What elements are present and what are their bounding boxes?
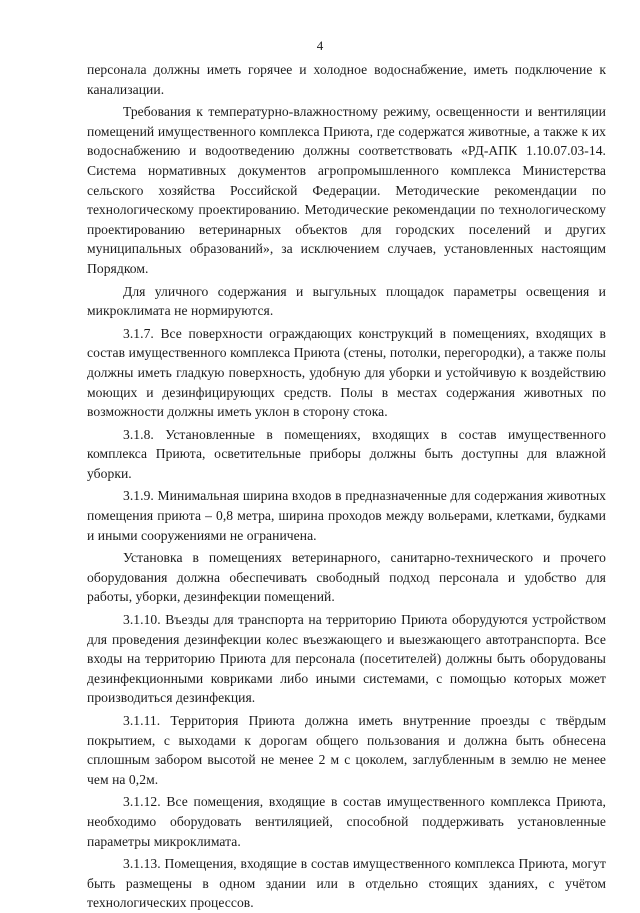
paragraph-3-1-12: 3.1.12. Все помещения, входящие в состав имущественного комплекса Приюта, необходимо оборудовать вентиляцией, способной поддерживать установленные параметры микроклимата.	[87, 794, 606, 849]
paragraph-3-1-9: 3.1.9. Минимальная ширина входов в предназначенные для содержания животных помещения приюта – 0,8 метра, ширина проходов между вольерами, клетками, будками и иными сооружениями не ограничена.	[87, 488, 606, 543]
paragraph-continuation: персонала должны иметь горячее и холодное водоснабжение, иметь подключение к канализации.	[87, 62, 606, 97]
paragraph-3-1-13: 3.1.13. Помещения, входящие в состав имущественного комплекса Приюта, могут быть размещены в одном здании или в отдельно стоящих зданиях, с учётом технологических процессов.	[87, 856, 606, 911]
paragraph-3-1-10: 3.1.10. Въезды для транспорта на территорию Приюта оборудуются устройством для проведения дезинфекции колес въезжающего и выезжающего автотранспорта. Все входы на территорию Приюта для персонала (посетителей) должны быть оборудованы дезинфекционными ковриками либо иными системами, с помощью которых может производиться дезинфекция.	[87, 612, 606, 706]
document-body	[87, 60, 606, 913]
paragraph-3-1-8: 3.1.8. Установленные в помещениях, входящих в состав имущественного комплекса Приюта, осветительные приборы должны быть доступны для влажной уборки.	[87, 426, 606, 481]
paragraph-microclimate-requirements: Требования к температурно-влажностному режиму, освещенности и вентиляции помещений имущественного комплекса Приюта, где содержатся животные, а также к их водоснабжению и водоотведению должны соответствовать «РД-АПК 1.10.07.03-14. Система нормативных документов агропромышленного комплекса Министерства сельского хозяйства Российской Федерации. Методические рекомендации по технологическому проектированию. Методические рекомендации по технологическому проектированию ветеринарных объектов для городских поселений и других муниципальных образований», за исключением случаев, установленных настоящим Порядком.	[87, 104, 606, 276]
paragraph-3-1-11: 3.1.11. Территория Приюта должна иметь внутренние проезды с твёрдым покрытием, с выходами к дорогам общего пользования и должна быть обнесена сплошным забором высотой не менее 2 м с цоколем, заглубленным в землю не менее чем на 0,2м.	[87, 713, 606, 787]
paragraph-3-1-7: 3.1.7. Все поверхности ограждающих конструкций в помещениях, входящих в состав имущественного комплекса Приюта (стены, потолки, перегородки), а также полы должны иметь гладкую поверхность, удобную для уборки и устойчивую к воздействию моющих и дезинфицирующих средств. Полы в местах содержания животных по возможности должны иметь уклон в сторону стока.	[87, 325, 606, 420]
page-number: 4	[316, 38, 324, 53]
paragraph-outdoor-keeping: Для уличного содержания и выгульных площадок параметры освещения и микроклимата не нормируются.	[87, 283, 606, 319]
paragraph-equipment-installation: Установка в помещениях ветеринарного, санитарно-технического и прочего оборудования должна обеспечивать свободный подход персонала и удобство для работы, уборки, дезинфекции помещений.	[87, 550, 606, 605]
